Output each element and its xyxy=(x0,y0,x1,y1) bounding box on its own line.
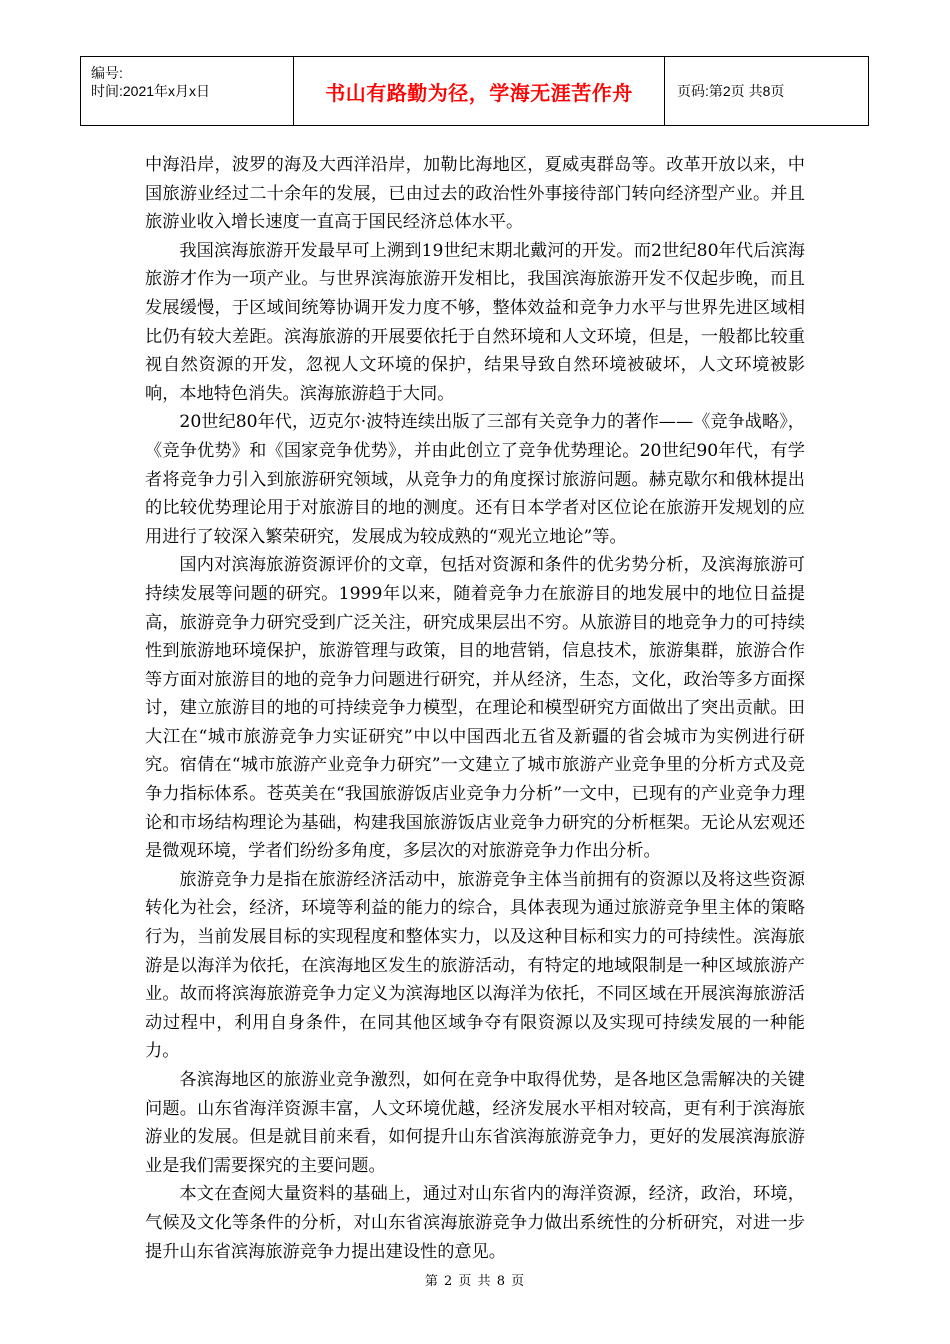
paragraph-5: 旅游竞争力是指在旅游经济活动中，旅游竞争主体当前拥有的资源以及将这些资源转化为社会，经济，环境等利益的能力的综合，具体表现为通过旅游竞争里主体的策略行为，当前发展目标的实现程度和整体实力，以及这种目标和实力的可持续性。滨海旅游是以海洋为依托，在滨海地区发生的旅游活动，有特定的地域限制是一种区域旅游产业。故而将滨海旅游竞争力定义为滨海地区以海洋为依托，不同区域在开展滨海旅游活动过程中，利用自身条件，在同其他区域争夺有限资源以及实现可持续发展的一种能力。 xyxy=(145,869,805,1062)
header-page-info: 页码:第2页 共8页 xyxy=(665,57,869,126)
document-header xyxy=(80,56,869,126)
document-number-label: 编号: xyxy=(91,65,123,81)
paragraph-1: 中海沿岸，波罗的海及大西洋沿岸，加勒比海地区，夏威夷群岛等。改革开放以来，中国旅游业经过二十余年的发展，已由过去的政治性外事接待部门转向经济型产业。并且旅游业收入增长速度一直高于国民经济总体水平。 xyxy=(145,155,805,233)
paragraph-7: 本文在查阅大量资料的基础上，通过对山东省内的海洋资源，经济，政治，环境，气候及文化等条件的分析，对山东省滨海旅游竞争力做出系统性的分析研究，对进一步提升山东省滨海旅游竞争力提出建设性的意见。 xyxy=(145,1184,805,1262)
document-body xyxy=(145,151,805,1266)
header-motto: 书山有路勤为径，学海无涯苦作舟 xyxy=(294,57,665,126)
paragraph-4: 国内对滨海旅游资源评价的文章，包括对资源和条件的优劣势分析，及滨海旅游可持续发展等问题的研究。1999年以来，随着竞争力在旅游目的地发展中的地位日益提高，旅游竞争力研究受到广泛关注，研究成果层出不穷。从旅游目的地竞争力的可持续性到旅游地环境保护，旅游管理与政策，目的地营销，信息技术，旅游集群，旅游合作等方面对旅游目的地的竞争力问题进行研究，并从经济，生态，文化，政治等多方面探讨，建立旅游目的地的可持续竞争力模型，在理论和模型研究方面做出了突出贡献。田大江在“城市旅游竞争力实证研究”中以中国西北五省及新疆的省会城市为实例进行研究。宿倩在“城市旅游产业竞争力研究”一文建立了城市旅游产业竞争里的分析方式及竞争力指标体系。苍英美在“我国旅游饭店业竞争力分析”一文中，已现有的产业竞争力理论和市场结构理论为基础，构建我国旅游饭店业竞争力研究的分析框架。无论从宏观还是微观环境，学者们纷纷多角度，多层次的对旅游竞争力作出分析。 xyxy=(145,555,805,862)
header-spacer xyxy=(91,100,293,118)
page-footer: 第 2 页 共 8 页 xyxy=(424,1274,526,1289)
document-time-label: 时间:2021年x月x日 xyxy=(91,83,211,99)
paragraph-6: 各滨海地区的旅游业竞争激烈，如何在竞争中取得优势，是各地区急需解决的关键问题。山东省海洋资源丰富，人文环境优越，经济发展水平相对较高，更有利于滨海旅游业的发展。但是就目前来看，如何提升山东省滨海旅游竞争力，更好的发展滨海旅游业是我们需要探究的主要问题。 xyxy=(145,1070,805,1176)
paragraph-3: 20世纪80年代，迈克尔·波特连续出版了三部有关竞争力的著作——《竞争战略》，《竞争优势》和《国家竞争优势》，并由此创立了竞争优势理论。20世纪90年代，有学者将竞争力引入到旅游研究领域，从竞争力的角度探讨旅游问题。赫克歇尔和俄林提出的比较优势理论用于对旅游目的地的测度。还有日本学者对区位论在旅游开发规划的应用进行了较深入繁荣研究，发展成为较成熟的“观光立地论”等。 xyxy=(145,412,805,547)
paragraph-2: 我国滨海旅游开发最早可上溯到19世纪末期北戴河的开发。而2世纪80年代后滨海旅游才作为一项产业。与世界滨海旅游开发相比，我国滨海旅游开发不仅起步晚，而且发展缓慢，于区域间统筹协调开发力度不够，整体效益和竞争力水平与世界先进区域相比仍有较大差距。滨海旅游的开展要依托于自然环境和人文环境，但是，一般都比较重视自然资源的开发，忽视人文环境的保护，结果导致自然环境被破坏，人文环境被影响，本地特色消失。滨海旅游趋于大同。 xyxy=(145,240,805,404)
header-meta-cell xyxy=(81,57,294,126)
